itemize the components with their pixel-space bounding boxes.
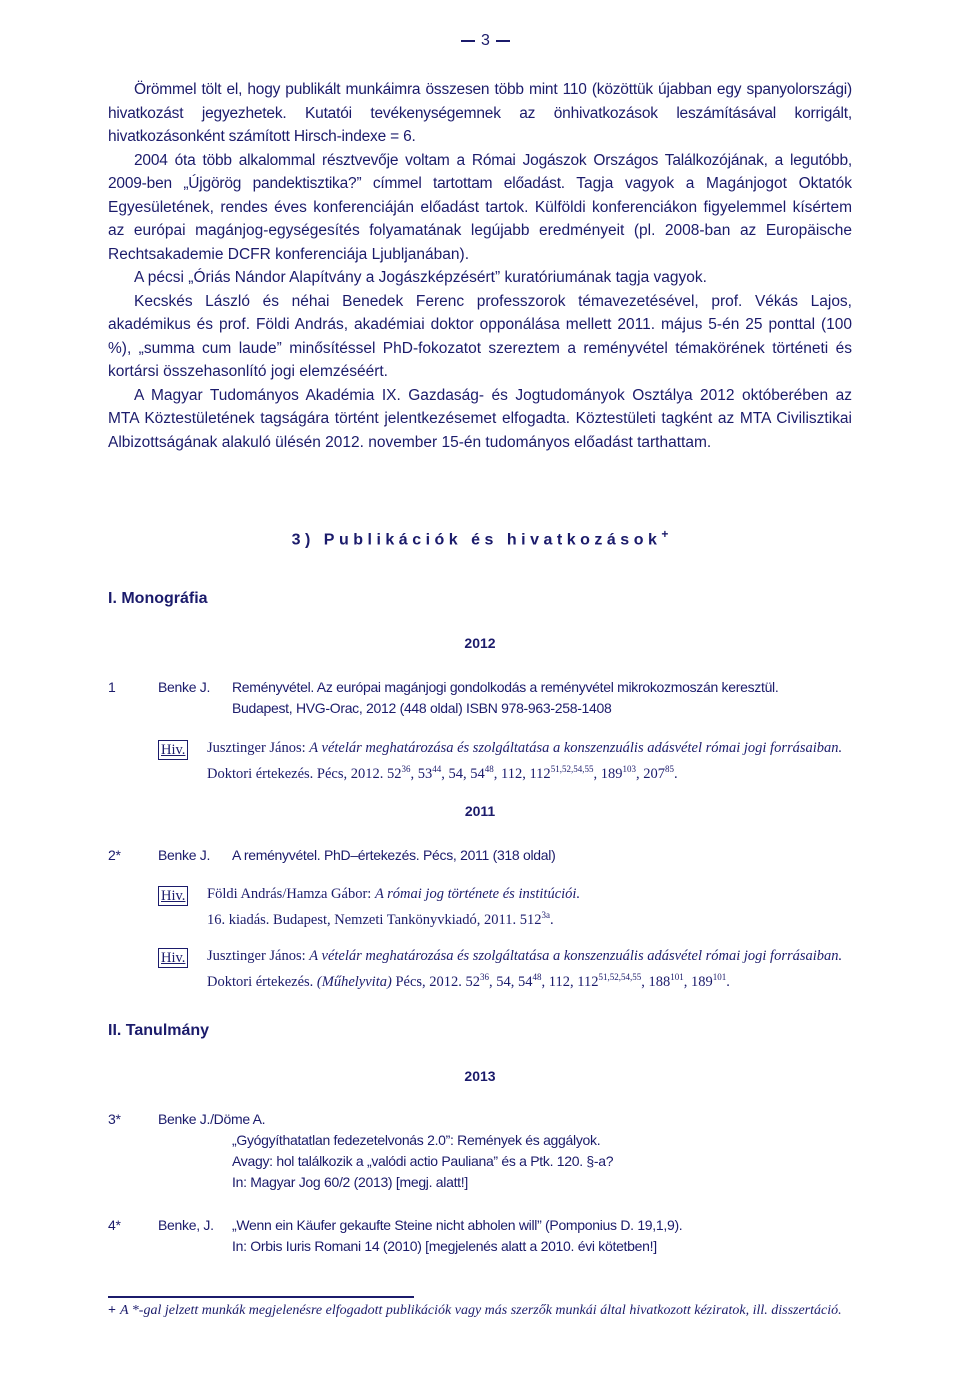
- citation-details: 16. kiadás. Budapest, Nemzeti Tankönyvkiadó, 2011. 512: [207, 911, 542, 928]
- heading-monografia: I. Monográfia: [108, 590, 208, 607]
- footnote: [108, 1303, 908, 1319]
- citation-page-refs: $^{36}$, $53^{44}$, 54, $54^{48}$, 112, 112$^{51,52,54,55}$, $189^{103}$, $207^{85}$.: [401, 764, 678, 782]
- citation-title: A vételár meghatározása és szolgáltatása a konszenzuális adásvétel római jogi forrásaiban.: [309, 948, 843, 964]
- entry-author: Benke J./Döme A.: [158, 1111, 266, 1127]
- citation-sup: 48: [532, 972, 542, 982]
- section-title-mark: +: [661, 527, 669, 541]
- entry-4: [0, 1215, 960, 1259]
- footnote-mark: +: [108, 1303, 116, 1318]
- page-number-value: 3: [481, 32, 490, 49]
- year-heading-2011: 2011: [464, 803, 496, 819]
- entry-number: 2*: [108, 847, 121, 863]
- entry-title-line1: Reményvétel. Az európai magánjogi gondolkodás a reményvétel mikrokozmoszán keresztül.: [232, 679, 779, 695]
- citation-3-line1: [207, 946, 867, 967]
- page-number-dash-right: [496, 40, 510, 42]
- citation-author: Földi András/Hamza Gábor:: [207, 886, 375, 902]
- citation-sup: 101: [670, 972, 684, 982]
- citation-details: Doktori értekezés. Pécs, 2012. 52: [207, 765, 402, 782]
- citation-sup: 36: [480, 972, 490, 982]
- section-title-text: 3) Publikációk és hivatkozások: [291, 531, 662, 549]
- entry-line2: In: Orbis Iuris Romani 14 (2010) [megjelenés alatt a 2010. évi kötetben!]: [232, 1238, 657, 1254]
- entry-line2: Avagy: hol találkozik a „valódi actio Pauliana” és a Ptk. 120. §-a?: [232, 1153, 614, 1169]
- entry-author: Benke, J.: [158, 1217, 214, 1233]
- citation-3-line2: Doktori értekezés. (Műhelyvita) Pécs, 2012. $52^{36}$, 54, $54^{48}$, 112, 112$^{51,52,54,55}$, $188^{101}$, $189^{101}$.: [207, 972, 730, 990]
- citation-sup: 36: [401, 764, 411, 774]
- citation-note: (Műhelyvita): [316, 973, 392, 990]
- intro-paragraph-2: [108, 149, 852, 267]
- entry-title: [232, 677, 862, 719]
- entry-title: A reményvétel. PhD–értekezés. Pécs, 2011 (318 oldal): [232, 847, 556, 863]
- footnote-text: A *-gal jelzett munkák megjelenésre elfogadott publikációk vagy más szerzők munkái által hivatkozott kéziratok, ill. disszertáció.: [119, 1303, 842, 1318]
- intro-paragraph-5: A Magyar Tudományos Akadémia IX. Gazdaság- és Jogtudományok Osztálya 2012 októberében az MTA Köztestületének tagságára történt jelentkezésemet elfogadta. Köztestületi tagként az MTA Civilisztikai Albizottságának alakuló ülésén 2012. november 15-én tudományos előadást tarthattam.: [108, 386, 852, 451]
- citation-sup: 51,52,54,55: [598, 972, 642, 982]
- footnote-rule: [108, 1296, 414, 1298]
- year-heading-2013: 2013: [464, 1068, 496, 1084]
- citation-sup: 48: [484, 764, 494, 774]
- citation-details-2: Pécs, 2012. 52: [391, 973, 481, 990]
- intro-text: [108, 78, 852, 454]
- entry-title: [232, 1130, 872, 1193]
- entry-title-line2: Budapest, HVG-Orac, 2012 (448 oldal) ISBN 978-963-258-1408: [232, 700, 612, 716]
- hiv-link-2[interactable]: Hiv.: [158, 886, 188, 906]
- intro-paragraph-1: Örömmel tölt el, hogy publikált munkáimra összesen több mint 110 (közöttük újabban egy spanyolországi) hivatkozást jegyezhetek. Kutatói tevékenységemnek az önhivatkozások leszámításával korrigált, hivatkozásonként számított Hirsch-indexe = 6.: [108, 81, 852, 145]
- entry-number: 3*: [108, 1111, 121, 1127]
- citation-2: [207, 884, 867, 931]
- entry-number: 4*: [108, 1217, 121, 1233]
- intro-paragraph-2b: Tagja vagyok a Magánjogot Oktatók Egyesületének, rendes éves konferenciáján előadást tartok. Külföldi konferenciákon figyelemmel kísértem az európai magánjog-egységesítés folyamatának legújabb eredményeit (pl. 2008-ban az Europäische Rechtsakademie DCFR konferenciája Ljubljanában).: [108, 175, 853, 263]
- citation-3: [207, 946, 867, 993]
- intro-paragraph-3: A pécsi „Óriás Nándor Alapítvány a Jogászképzésért” kuratóriumának tagja vagyok.: [134, 269, 707, 286]
- entry-2: [0, 845, 960, 867]
- entry-line1: „Wenn ein Käufer gekaufte Steine nicht abholen will” (Pomponius D. 19,1,9).: [232, 1217, 683, 1233]
- year-heading-2012: 2012: [464, 635, 496, 651]
- citation-author: Jusztinger János:: [207, 740, 310, 756]
- hiv-link-1[interactable]: Hiv.: [158, 740, 188, 760]
- citation-title: A római jog története és institúciói.: [374, 886, 581, 902]
- intro-paragraph-2a: 2004 óta több alkalommal résztvevője voltam a Római Jogászok Országos Találkozójának, a legutóbb, 2009-ben „Újgörög pandektisztika?” címmel tartottam előadást.: [108, 151, 852, 192]
- entry-number: 1: [108, 679, 116, 695]
- citation-title: A vételár meghatározása és szolgáltatása a konszenzuális adásvétel római jogi forrásaiban.: [309, 740, 843, 756]
- entry-line3: In: Magyar Jog 60/2 (2013) [megj. alatt!]: [232, 1174, 468, 1190]
- intro-paragraph-4: Kecskés László és néhai Benedek Ferenc professzorok témavezetésével, prof. Vékás Lajos, akadémikus és prof. Földi András, akadémiai doktor opponálása mellett 2011. május 5-én 25 ponttal (100 %), „summa cum laude” minősítéssel PhD-fokozatot szereztem a reményvétel témakörének történeti és kortársi összehasonlító jogi elemzéséért.: [108, 292, 852, 380]
- citation-1: [207, 738, 867, 785]
- section-title: [0, 527, 960, 549]
- citation-author: Jusztinger János:: [207, 948, 310, 964]
- entry-title: [232, 1215, 872, 1257]
- hiv-link-3[interactable]: Hiv.: [158, 948, 188, 968]
- entry-author: Benke J.: [158, 679, 211, 695]
- citation-1-line2: [207, 759, 867, 785]
- entry-author: Benke J.: [158, 847, 211, 863]
- entry-3: [0, 1109, 960, 1193]
- citation-2-line2: 16. kiadás. Budapest, Nemzeti Tankönyvkiadó, 2011. $512^{3a}$.: [207, 910, 554, 928]
- heading-tanulmany: II. Tanulmány: [108, 1022, 210, 1039]
- citation-sup: 51,52,54,55: [550, 764, 594, 774]
- citation-sup: 3a: [541, 910, 550, 920]
- citation-sup: 101: [712, 972, 727, 982]
- citation-2-line1: [207, 884, 867, 905]
- citation-1-line1: [207, 738, 867, 759]
- entry-1: [0, 677, 960, 721]
- citation-sup: 44: [432, 764, 442, 774]
- entry-line1: „Gyógyíthatatlan fedezetelvonás 2.0”: Remények és aggályok.: [232, 1132, 601, 1148]
- page-number-dash-left: [461, 40, 475, 42]
- citation-sup: 85: [664, 764, 674, 774]
- citation-details: Doktori értekezés.: [207, 973, 317, 990]
- page-number: [455, 32, 516, 50]
- citation-sup: 103: [622, 764, 636, 774]
